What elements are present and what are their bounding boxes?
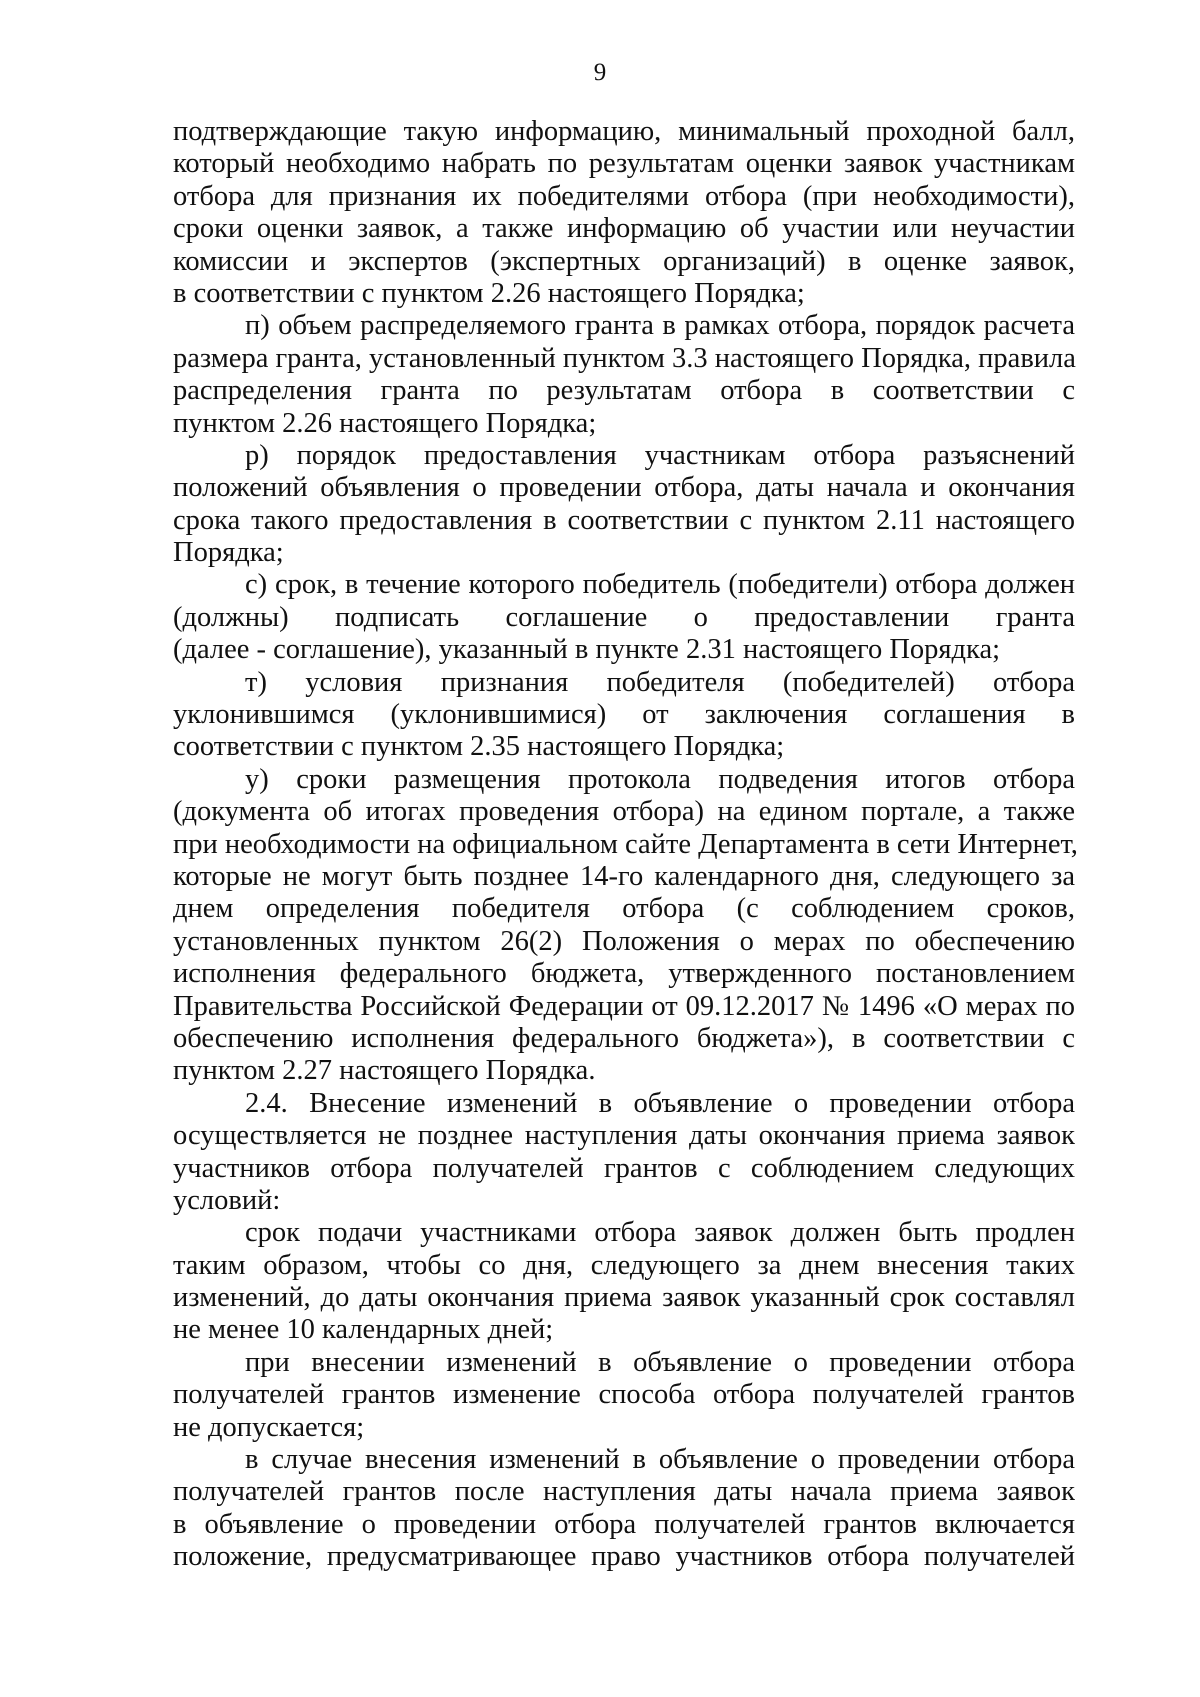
- text-line: т) условия признания победителя (победителей) отбора: [245, 666, 1075, 698]
- paragraph: [173, 1088, 1075, 1218]
- text-line: в соответствии с пунктом 2.26 настоящего Порядка;: [173, 277, 805, 309]
- text-line: срок подачи участниками отбора заявок должен быть продлен: [245, 1217, 1075, 1249]
- text-line: исполнения федерального бюджета, утвержденного постановлением: [173, 958, 1075, 990]
- paragraph: [173, 116, 1075, 310]
- text-line: установленных пунктом 26(2) Положения о мерах по обеспечению: [173, 925, 1075, 957]
- text-line: таким образом, чтобы со дня, следующего за днем внесения таких: [173, 1249, 1075, 1281]
- paragraph: [173, 569, 1075, 666]
- paragraph: [173, 1347, 1075, 1444]
- text-line: 2.4. Внесение изменений в объявление о проведении отбора: [245, 1087, 1075, 1119]
- text-line: подтверждающие такую информацию, минимальный проходной балл,: [173, 116, 1075, 147]
- text-line: участников отбора получателей грантов с соблюдением следующих: [173, 1152, 1075, 1184]
- paragraph: [173, 667, 1075, 764]
- text-line: у) сроки размещения протокола подведения итогов отбора: [245, 763, 1075, 795]
- text-line: (далее - соглашение), указанный в пункте 2.31 настоящего Порядка;: [173, 634, 1001, 666]
- text-line: (должны) подписать соглашение о предоставлении гранта: [173, 601, 1075, 633]
- text-line: распределения гранта по результатам отбора в соответствии с: [173, 375, 1075, 407]
- text-line: пунктом 2.27 настоящего Порядка.: [173, 1055, 596, 1087]
- text-line: который необходимо набрать по результатам оценки заявок участникам: [173, 148, 1075, 180]
- text-line: размера гранта, установленный пунктом 3.3 настоящего Порядка, правила: [173, 342, 1076, 374]
- text-line: получателей грантов изменение способа отбора получателей грантов: [173, 1379, 1075, 1411]
- text-line: не допускается;: [173, 1411, 365, 1443]
- text-line: уклонившимся (уклонившимися) от заключения соглашения в: [173, 699, 1075, 731]
- text-line: Правительства Российской Федерации от 09.12.2017 № 1496 «О мерах по: [173, 990, 1075, 1022]
- text-line: обеспечению исполнения федерального бюджета»), в соответствии с: [173, 1022, 1075, 1054]
- text-line: днем определения победителя отбора (с соблюдением сроков,: [173, 893, 1075, 925]
- text-line: соответствии с пунктом 2.35 настоящего Порядка;: [173, 731, 785, 763]
- text-line: с) срок, в течение которого победитель (победители) отбора должен: [245, 569, 1075, 601]
- paragraph: [173, 1444, 1075, 1574]
- text-line: положений объявления о проведении отбора, даты начала и окончания: [173, 472, 1075, 504]
- document-body: [173, 116, 1078, 1574]
- text-line: изменений, до даты окончания приема заявок указанный срок составлял: [173, 1282, 1075, 1314]
- paragraph: [173, 440, 1075, 570]
- text-line: срока такого предоставления в соответствии с пунктом 2.11 настоящего: [173, 504, 1075, 536]
- text-line: при внесении изменений в объявление о проведении отбора: [245, 1346, 1075, 1378]
- paragraph: [173, 763, 1078, 1088]
- text-line: пунктом 2.26 настоящего Порядка;: [173, 407, 597, 439]
- text-line: комиссии и экспертов (экспертных организаций) в оценке заявок,: [173, 245, 1075, 277]
- text-line: которые не могут быть позднее 14-го календарного дня, следующего за: [173, 860, 1075, 892]
- text-line: получателей грантов после наступления даты начала приема заявок: [173, 1476, 1075, 1508]
- text-line: отбора для признания их победителями отбора (при необходимости),: [173, 180, 1075, 212]
- text-line: в случае внесения изменений в объявление о проведении отбора: [245, 1444, 1075, 1476]
- text-line: положение, предусматривающее право участников отбора получателей: [173, 1541, 1075, 1573]
- text-line: осуществляется не позднее наступления даты окончания приема заявок: [173, 1120, 1075, 1152]
- text-line: условий:: [173, 1184, 281, 1216]
- text-line: сроки оценки заявок, а также информацию об участии или неучастии: [173, 213, 1075, 245]
- paragraph: [173, 310, 1075, 440]
- text-line: (документа об итогах проведения отбора) на едином портале, а также: [173, 796, 1075, 828]
- page-number: 9: [593, 59, 607, 86]
- text-line: п) объем распределяемого гранта в рамках отбора, порядок расчета: [245, 310, 1075, 342]
- paragraph: [173, 1217, 1075, 1347]
- text-line: при необходимости на официальном сайте Департамента в сети Интернет,: [173, 828, 1078, 860]
- text-line: Порядка;: [173, 537, 284, 569]
- text-line: в объявление о проведении отбора получателей грантов включается: [173, 1508, 1075, 1540]
- text-line: р) порядок предоставления участникам отбора разъяснений: [245, 439, 1075, 471]
- text-line: не менее 10 календарных дней;: [173, 1314, 554, 1346]
